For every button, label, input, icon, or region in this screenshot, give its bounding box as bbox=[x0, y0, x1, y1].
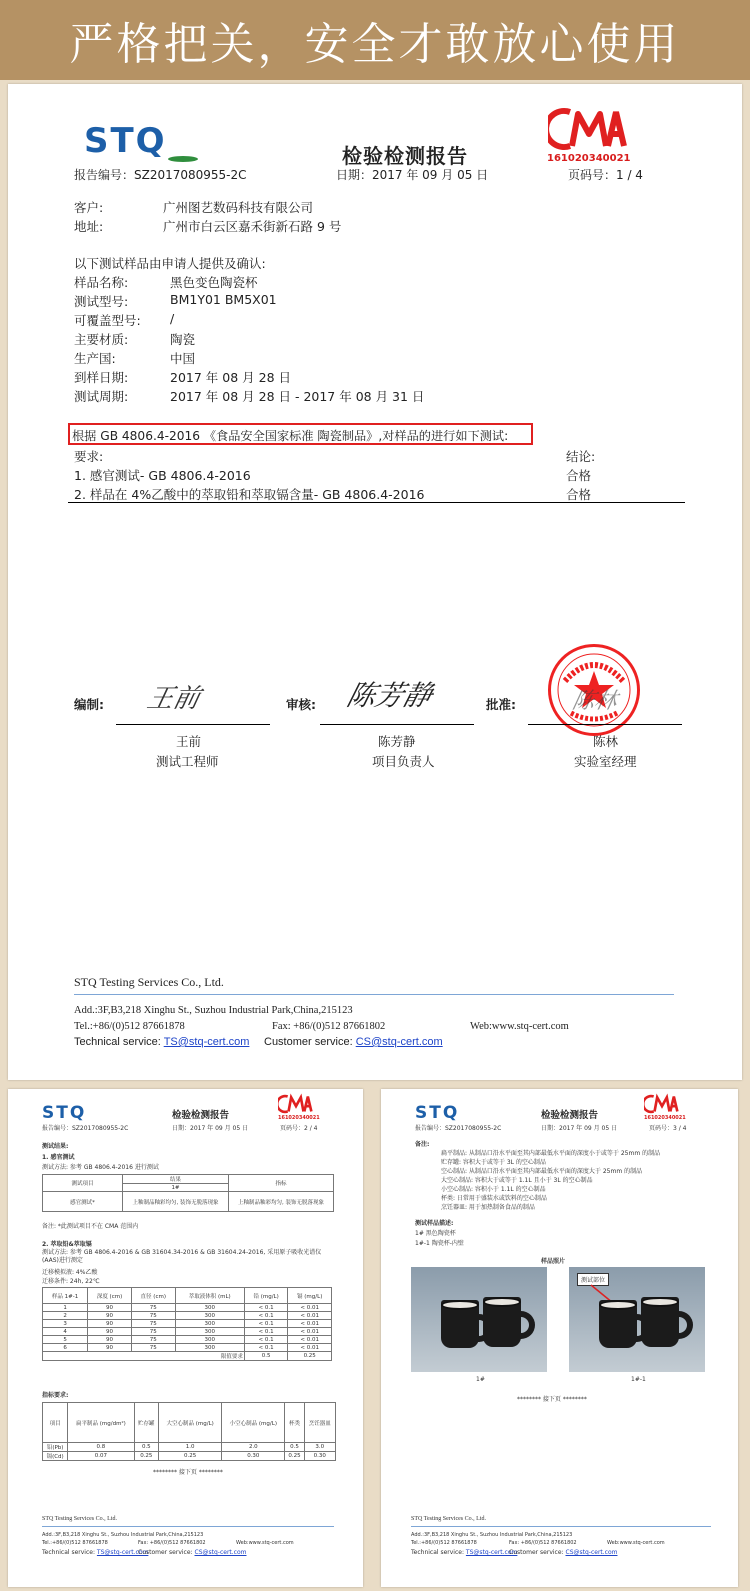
lead-table bbox=[42, 1287, 332, 1361]
table-row bbox=[43, 1320, 332, 1328]
mug-image bbox=[641, 1297, 679, 1347]
company-fax: Fax: +86/(0)512 87661802 bbox=[272, 1021, 386, 1032]
table-cell: 90 bbox=[88, 1304, 132, 1312]
table-cell: 铅(Pb) bbox=[43, 1443, 68, 1452]
field-value: 黑色变色陶瓷杯 bbox=[170, 275, 258, 290]
table-subheader: 1# bbox=[123, 1184, 229, 1192]
table-cell: 镉(Cd) bbox=[43, 1452, 68, 1461]
technical-service bbox=[411, 1549, 517, 1556]
table-cell: 0.07 bbox=[68, 1452, 134, 1461]
customer-service-email-link[interactable]: CS@stq-cert.com bbox=[355, 1036, 443, 1048]
field-label: 可覆盖型号: bbox=[74, 313, 141, 328]
field-value: 中国 bbox=[170, 351, 196, 366]
mug-image bbox=[483, 1297, 521, 1347]
table-cell: 90 bbox=[88, 1328, 132, 1336]
stq-logo-small bbox=[42, 1103, 86, 1123]
table-header: 萃取液体积 (mL) bbox=[175, 1288, 244, 1304]
stq-logo-text: STQ bbox=[84, 121, 167, 161]
table-cell: 0.25 bbox=[159, 1452, 222, 1461]
stq-logo-small bbox=[415, 1103, 459, 1123]
table-header: 铅 (mg/L) bbox=[244, 1288, 288, 1304]
table-cell: 0.25 bbox=[285, 1452, 304, 1461]
table-header: 结果 bbox=[123, 1175, 229, 1184]
note-line: 空心制品: 从制品口沿水平面至其内部最低水平面的深度大于 25mm 的制品 bbox=[441, 1168, 643, 1175]
sample-desc-line: 1#-1 陶瓷杯-内壁 bbox=[415, 1240, 464, 1247]
table-cell: 5 bbox=[43, 1336, 88, 1344]
page2-title: 检验检测报告 bbox=[172, 1110, 230, 1121]
company-web: Web:www.stq-cert.com bbox=[470, 1021, 569, 1032]
signature-line bbox=[528, 724, 682, 725]
table-cell: 3 bbox=[43, 1320, 88, 1328]
cma-mark-icon bbox=[548, 106, 630, 152]
sample-desc-title: 测试样品描述: bbox=[415, 1220, 454, 1227]
notes-title: 备注: bbox=[415, 1141, 430, 1148]
technical-service-email-link[interactable]: TS@stq-cert.com bbox=[96, 1549, 149, 1556]
cma-number: 161020340021 bbox=[547, 153, 631, 164]
sample-desc-line: 1# 黑色陶瓷杯 bbox=[415, 1230, 456, 1237]
requirement-label: 要求: bbox=[74, 449, 104, 464]
customer-service bbox=[138, 1549, 246, 1556]
table-cell: 0.5 bbox=[134, 1443, 159, 1452]
table-row bbox=[43, 1336, 332, 1344]
table-header: 贮存罐 bbox=[134, 1403, 159, 1443]
company-fax: Fax: +86/(0)512 87661802 bbox=[138, 1540, 206, 1546]
cma-mark-icon bbox=[644, 1093, 680, 1115]
note-line: 大空心制品: 容积大于或等于 1.1L 且小于 3L 的空心制品 bbox=[441, 1177, 593, 1184]
report-page-1 bbox=[8, 84, 742, 1080]
page3-page-number: 页码号：3 / 4 bbox=[649, 1125, 687, 1132]
client-label: 客户: bbox=[74, 200, 104, 215]
field-label: 主要材质: bbox=[74, 332, 129, 347]
table-header: 样品 1#-1 bbox=[43, 1288, 88, 1304]
table-cell: < 0.01 bbox=[288, 1328, 332, 1336]
table-cell: 0.8 bbox=[68, 1443, 134, 1452]
sample-intro: 以下测试样品由申请人提供及确认: bbox=[74, 256, 266, 271]
index-title: 指标要求: bbox=[42, 1392, 69, 1399]
table-cell: 0.25 bbox=[288, 1352, 332, 1361]
field-label: 测试周期: bbox=[74, 389, 129, 404]
footer-rule bbox=[411, 1526, 711, 1527]
field-value: / bbox=[170, 311, 175, 326]
results-title: 测试结果: bbox=[42, 1143, 69, 1150]
field-value: 2017 年 08 月 28 日 - 2017 年 08 月 31 日 bbox=[170, 389, 425, 404]
table-cell: 3.0 bbox=[304, 1443, 335, 1452]
section-divider bbox=[68, 502, 685, 503]
table-row bbox=[43, 1328, 332, 1336]
customer-service-email-link[interactable]: CS@stq-cert.com bbox=[194, 1549, 247, 1556]
report-title: 检验检测报告 bbox=[342, 144, 468, 168]
customer-service bbox=[509, 1549, 617, 1556]
company-tel: Tel.:+86/(0)512 87661878 bbox=[74, 1021, 185, 1032]
cma-mark bbox=[548, 106, 630, 152]
conditions: 迁移条件: 24h, 22℃ bbox=[42, 1278, 100, 1285]
field-label: 生产国: bbox=[74, 351, 116, 366]
table-cell: < 0.1 bbox=[244, 1336, 288, 1344]
table-cell: 75 bbox=[131, 1312, 175, 1320]
page3-title: 检验检测报告 bbox=[541, 1110, 599, 1121]
conclusion-label: 结论: bbox=[566, 449, 596, 464]
table-cell: < 0.1 bbox=[244, 1328, 288, 1336]
table-cell: < 0.01 bbox=[288, 1336, 332, 1344]
note-line: 扁平制品: 从制品口沿水平面至其内部最低水平面的深度小于或等于 25mm 的制品 bbox=[441, 1150, 661, 1157]
note-line: 烹饪器皿: 用于加热制备食品的制品 bbox=[441, 1204, 535, 1211]
field-label: 样品名称: bbox=[74, 275, 129, 290]
report-date: 日期：2017 年 09 月 05 日 bbox=[336, 168, 489, 182]
table-header: 直径 (cm) bbox=[131, 1288, 175, 1304]
photo-title: 样品照片 bbox=[541, 1258, 566, 1265]
table-cell: 0.25 bbox=[134, 1452, 159, 1461]
sample-photo-1 bbox=[411, 1267, 547, 1372]
sensory-title: 1. 感官测试 bbox=[42, 1154, 75, 1161]
company-address: Add.:3F,B3,218 Xinghu St., Suzhou Industrial Park,China,215123 bbox=[42, 1532, 204, 1538]
table-cell: < 0.1 bbox=[244, 1320, 288, 1328]
table-cell: 90 bbox=[88, 1320, 132, 1328]
company-web: Web:www.stq-cert.com bbox=[236, 1540, 294, 1546]
table-cell: 300 bbox=[175, 1344, 244, 1352]
table-row bbox=[43, 1352, 332, 1361]
note-line: 小空心制品: 容积小于 1.1L 的空心制品 bbox=[441, 1186, 546, 1193]
table-cell: 0.30 bbox=[222, 1452, 285, 1461]
table-cell: 75 bbox=[131, 1304, 175, 1312]
table-cell: 上釉制品釉彩均匀, 装饰无脱落现象 bbox=[229, 1192, 334, 1212]
address-value: 广州市白云区嘉禾街新石路 9 号 bbox=[163, 219, 342, 234]
table-header: 项目 bbox=[43, 1403, 68, 1443]
table-cell: < 0.1 bbox=[244, 1344, 288, 1352]
signature-chenlin: 陈林 bbox=[569, 689, 620, 714]
table-cell: 感官测试* bbox=[43, 1192, 123, 1212]
field-value: 陶瓷 bbox=[170, 332, 196, 347]
index-table bbox=[42, 1402, 336, 1461]
table-cell: 上釉制品釉彩均匀, 装饰无脱落现象 bbox=[123, 1192, 229, 1212]
sensory-method: 测试方法: 参考 GB 4806.4-2016 进行测试 bbox=[42, 1164, 159, 1171]
table-cell: 300 bbox=[175, 1336, 244, 1344]
signer-name: 王前 bbox=[176, 734, 202, 749]
cma-number: 161020340021 bbox=[644, 1115, 686, 1121]
continued-marker: ******** 接下页 ******** bbox=[153, 1469, 223, 1476]
table-cell: 0.30 bbox=[304, 1452, 335, 1461]
company-web: Web:www.stq-cert.com bbox=[607, 1540, 665, 1546]
signer-title: 实验室经理 bbox=[574, 754, 637, 769]
field-value: 2017 年 08 月 28 日 bbox=[170, 370, 291, 385]
technical-service bbox=[42, 1549, 148, 1556]
test-basis: 根据 GB 4806.4-2016 《食品安全国家标准 陶瓷制品》,对样品的进行如下测试: bbox=[72, 429, 509, 443]
client-value: 广州图艺数码科技有限公司 bbox=[163, 200, 314, 215]
table-cell: 90 bbox=[88, 1312, 132, 1320]
photo-label: 1# bbox=[476, 1376, 485, 1383]
customer-service-label: Customer service: bbox=[509, 1549, 564, 1556]
technical-service-email-link[interactable]: TS@stq-cert.com bbox=[163, 1036, 250, 1048]
table-cell: < 0.1 bbox=[244, 1312, 288, 1320]
company-name: STQ Testing Services Co., Ltd. bbox=[42, 1516, 117, 1522]
table-cell: < 0.01 bbox=[288, 1304, 332, 1312]
footer-rule bbox=[42, 1526, 334, 1527]
photo-tag: 测试部位 bbox=[577, 1273, 609, 1286]
sample-photo-2 bbox=[569, 1267, 705, 1372]
company-address: Add.:3F,B3,218 Xinghu St., Suzhou Industrial Park,China,215123 bbox=[411, 1532, 573, 1538]
page2-report-number: 报告编号：SZ2017080955-2C bbox=[42, 1125, 129, 1132]
field-label: 到样日期: bbox=[74, 370, 129, 385]
company-fax: Fax: +86/(0)512 87661802 bbox=[509, 1540, 577, 1546]
table-header: 小空心制品 (mg/L) bbox=[222, 1403, 285, 1443]
technical-service-label: Technical service: bbox=[74, 1036, 161, 1048]
sensory-table bbox=[42, 1174, 334, 1212]
sign-label-approved: 批准: bbox=[486, 697, 516, 712]
note-line: 杯类: 日常用于盛装水或饮料的空心制品 bbox=[441, 1195, 547, 1202]
page2-date: 日期：2017 年 09 月 05 日 bbox=[172, 1125, 249, 1132]
cma-mark-small bbox=[278, 1093, 314, 1115]
cma-number: 161020340021 bbox=[278, 1115, 320, 1121]
table-cell: 6 bbox=[43, 1344, 88, 1352]
page-number: 页码号：1 / 4 bbox=[568, 168, 643, 182]
signature-wangqian: 王前 bbox=[144, 684, 203, 714]
signer-name: 陈芳静 bbox=[378, 734, 416, 749]
customer-service-email-link[interactable]: CS@stq-cert.com bbox=[565, 1549, 618, 1556]
table-cell: 2 bbox=[43, 1312, 88, 1320]
mug-image bbox=[441, 1300, 479, 1348]
technical-service-label: Technical service: bbox=[411, 1549, 464, 1556]
table-cell: 4 bbox=[43, 1328, 88, 1336]
footer-rule bbox=[74, 994, 674, 995]
company-tel: Tel.:+86/(0)512 87661878 bbox=[42, 1540, 108, 1546]
sensory-note: 备注: *此测试项目不在 CMA 范围内 bbox=[42, 1223, 139, 1230]
table-cell: 75 bbox=[131, 1328, 175, 1336]
note-line: 贮存罐: 容积大于或等于 3L 的空心制品 bbox=[441, 1159, 546, 1166]
signer-title: 测试工程师 bbox=[156, 754, 219, 769]
customer-service-label: Customer service: bbox=[138, 1549, 193, 1556]
company-name: STQ Testing Services Co., Ltd. bbox=[74, 975, 224, 989]
table-cell: < 0.1 bbox=[244, 1304, 288, 1312]
photo-label: 1#-1 bbox=[631, 1376, 646, 1383]
table-cell: 限值要求 bbox=[43, 1352, 245, 1361]
signature-chenfangjing: 陈芳静 bbox=[343, 679, 436, 712]
company-tel: Tel.:+86/(0)512 87661878 bbox=[411, 1540, 477, 1546]
cma-mark-icon bbox=[278, 1093, 314, 1115]
company-name: STQ Testing Services Co., Ltd. bbox=[411, 1516, 486, 1522]
top-banner bbox=[0, 0, 750, 80]
table-cell: 90 bbox=[88, 1344, 132, 1352]
table-cell: < 0.01 bbox=[288, 1344, 332, 1352]
page2-page-number: 页码号：2 / 4 bbox=[280, 1125, 318, 1132]
table-header: 扁平制品 (mg/dm²) bbox=[68, 1403, 134, 1443]
test-result: 合格 bbox=[566, 487, 592, 502]
table-cell: < 0.01 bbox=[288, 1320, 332, 1328]
technical-service-label: Technical service: bbox=[42, 1549, 95, 1556]
test-result: 合格 bbox=[566, 468, 592, 483]
address-label: 地址: bbox=[74, 219, 104, 234]
table-row bbox=[43, 1344, 332, 1352]
report-page-3 bbox=[381, 1089, 738, 1587]
stq-logo-swoosh bbox=[168, 156, 198, 162]
customer-service bbox=[264, 1036, 443, 1048]
table-row bbox=[43, 1304, 332, 1312]
cma-mark-small bbox=[644, 1093, 680, 1115]
technical-service-email-link[interactable]: TS@stq-cert.com bbox=[465, 1549, 518, 1556]
table-header: 测试项目 bbox=[43, 1175, 123, 1192]
table-row bbox=[43, 1312, 332, 1320]
table-cell: 2.0 bbox=[222, 1443, 285, 1452]
customer-service-label: Customer service: bbox=[264, 1036, 353, 1048]
test-item: 2. 样品在 4%乙酸中的萃取铅和萃取镉含量- GB 4806.4-2016 bbox=[74, 487, 425, 502]
table-header: 大空心制品 (mg/L) bbox=[159, 1403, 222, 1443]
stq-logo-text: STQ bbox=[415, 1103, 460, 1123]
report-number: 报告编号：SZ2017080955-2C bbox=[74, 168, 247, 182]
table-cell: 90 bbox=[88, 1336, 132, 1344]
page3-date: 日期：2017 年 09 月 05 日 bbox=[541, 1125, 618, 1132]
table-header: 指标 bbox=[229, 1175, 334, 1192]
table-cell: 300 bbox=[175, 1304, 244, 1312]
continued-marker: ******** 接下页 ******** bbox=[517, 1396, 587, 1403]
banner-title: 严格把关，安全才敢放心使用 bbox=[69, 19, 681, 70]
mug-image bbox=[599, 1300, 637, 1348]
lead-method: 测试方法: 参考 GB 4806.4-2016 & GB 31604.34-2016 & GB 31604.24-2016, 采用原子吸收光谱仪(AAS)进行测定 bbox=[42, 1249, 322, 1264]
table-row bbox=[43, 1452, 336, 1461]
table-cell: 300 bbox=[175, 1328, 244, 1336]
signer-name: 陈林 bbox=[593, 734, 619, 749]
table-header: 杯类 bbox=[285, 1403, 304, 1443]
company-address: Add.:3F,B3,218 Xinghu St., Suzhou Industrial Park,China,215123 bbox=[74, 1005, 353, 1016]
table-cell: 1.0 bbox=[159, 1443, 222, 1452]
table-cell: 75 bbox=[131, 1336, 175, 1344]
table-cell: 1 bbox=[43, 1304, 88, 1312]
page3-report-number: 报告编号：SZ2017080955-2C bbox=[415, 1125, 502, 1132]
test-item: 1. 感官测试- GB 4806.4-2016 bbox=[74, 468, 251, 483]
stq-logo bbox=[84, 121, 167, 161]
stq-logo-text: STQ bbox=[42, 1103, 87, 1123]
table-header: 烹饪器皿 bbox=[304, 1403, 335, 1443]
table-cell: 75 bbox=[131, 1344, 175, 1352]
table-cell: 75 bbox=[131, 1320, 175, 1328]
sign-label-compiled: 编制: bbox=[74, 697, 104, 712]
table-header: 深度 (cm) bbox=[88, 1288, 132, 1304]
table-cell: 0.5 bbox=[285, 1443, 304, 1452]
signature-line bbox=[116, 724, 270, 725]
signer-title: 项目负责人 bbox=[372, 754, 435, 769]
table-cell: 300 bbox=[175, 1312, 244, 1320]
field-label: 测试型号: bbox=[74, 294, 129, 309]
technical-service bbox=[74, 1036, 249, 1048]
table-cell: 0.5 bbox=[244, 1352, 288, 1361]
report-page-2 bbox=[8, 1089, 363, 1587]
table-cell: < 0.01 bbox=[288, 1312, 332, 1320]
table-cell: 300 bbox=[175, 1320, 244, 1328]
table-header: 镉 (mg/L) bbox=[288, 1288, 332, 1304]
lead-title: 2. 萃取铅&萃取镉 bbox=[42, 1241, 92, 1248]
sign-label-reviewed: 审核: bbox=[286, 697, 316, 712]
table-row bbox=[43, 1443, 336, 1452]
field-value: BM1Y01 BM5X01 bbox=[170, 292, 277, 307]
signature-line bbox=[320, 724, 474, 725]
simulant: 迁移模拟液: 4%乙酸 bbox=[42, 1269, 98, 1276]
